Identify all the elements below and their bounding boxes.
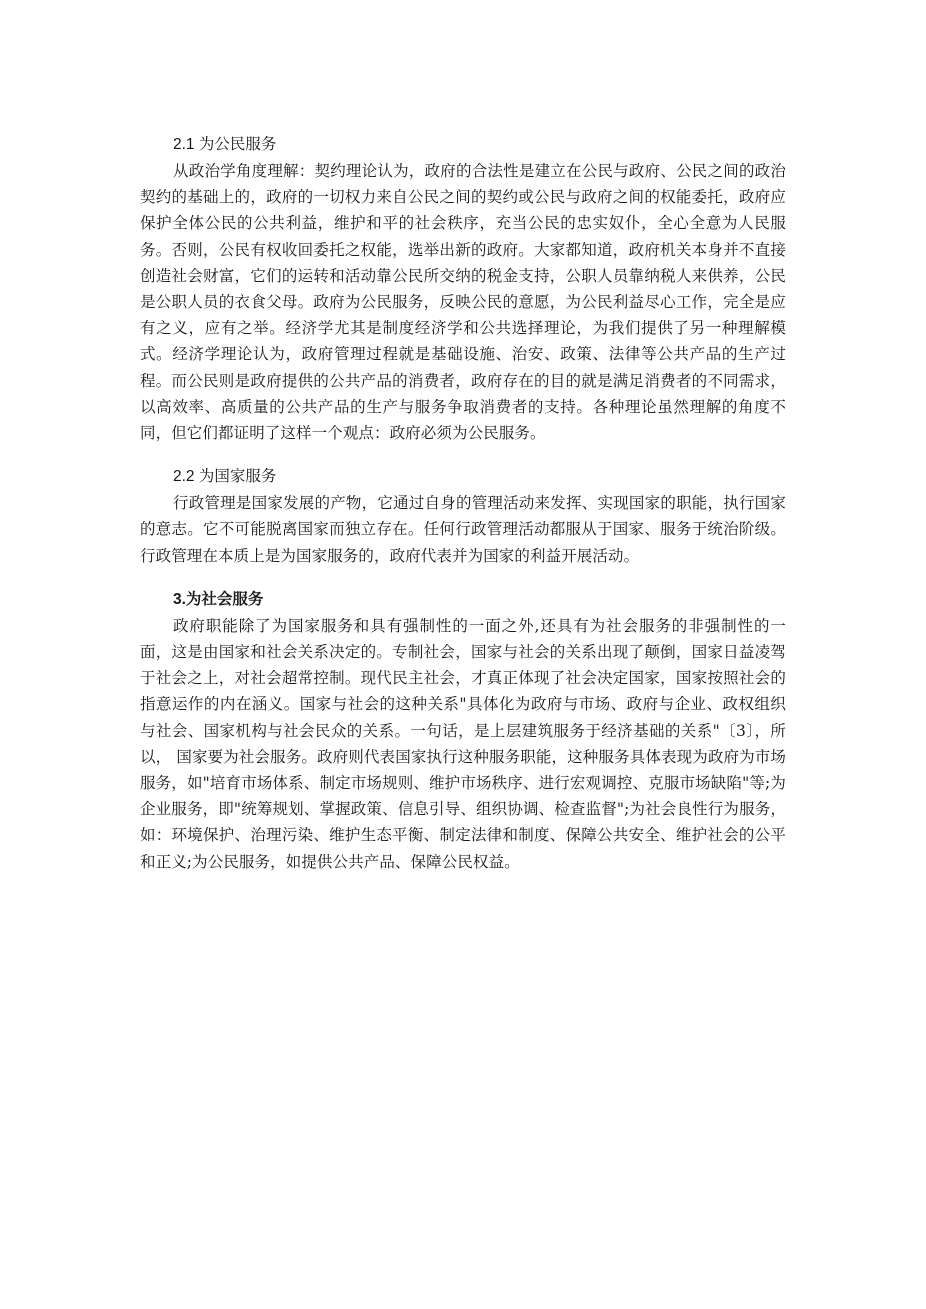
section-serve-state xyxy=(140,464,786,569)
section-heading: 2.1 为公民服务 xyxy=(173,136,277,153)
section-paragraph: 政府职能除了为国家服务和具有强制性的一面之外,还具有为社会服务的非强制性的一面，这是由国家和社会关系决定的。专制社会，国家与社会的关系出现了颠倒，国家日益凌驾于社会之上，对社会超常控制。现代民主社会，才真正体现了社会决定国家，国家按照社会的指意运作的内在涵义。国家与社会的这种关系"具体化为政府与市场、政府与企业、政权组织与社会、国家机构与社会民众的关系。一句话，是上层建筑服务于经济基础的关系"〔3〕，所以， 国家要为社会服务。政府则代表国家执行这种服务职能，这种服务具体表现为政府为市场服务，如"培育市场体系、制定市场规则、维护市场秩序、进行宏观调控、克服市场缺陷"等;为企业服务，即"统筹规划、掌握政策、信息引导、组织协调、检查监督";为社会良性行为服务，如：环境保护、治理污染、维护生态平衡、制定法律和制度、保障公共安全、维护社会的公平和正义;为公民服务，如提供公共产品、保障公民权益。 xyxy=(140,616,786,871)
section-heading: 2.2 为国家服务 xyxy=(173,468,277,486)
section-heading: 3.为社会服务 xyxy=(173,590,264,608)
section-paragraph: 行政管理是国家发展的产物，它通过自身的管理活动来发挥、实现国家的职能，执行国家的意志。它不可能脱离国家而独立存在。任何行政管理活动都服从于国家、服务于统治阶级。行政管理在本质上是为国家服务的，政府代表并为国家的利益开展活动。 xyxy=(140,494,786,565)
section-serve-citizens xyxy=(140,132,786,446)
section-paragraph: 从政治学角度理解：契约理论认为，政府的合法性是建立在公民与政府、公民之间的政治契约的基础上的，政府的一切权力来自公民之间的契约或公民与政府之间的权能委托，政府应保护全体公民的公共利益，维护和平的社会秩序，充当公民的忠实奴仆，全心全意为人民服务。否则，公民有权收回委托之权能，选举出新的政府。大家都知道，政府机关本身并不直接创造社会财富，它们的运转和活动靠公民所交纳的税金支持，公职人员靠纳税人来供养，公民是公职人员的衣食父母。政府为公民服务，反映公民的意愿，为公民利益尽心工作，完全是应有之义，应有之举。经济学尤其是制度经济学和公共选择理论，为我们提供了另一种理解模式。经济学理论认为，政府管理过程就是基础设施、治安、政策、法律等公共产品的生产过程。而公民则是政府提供的公共产品的消费者，政府存在的目的就是满足消费者的不同需求，以高效率、高质量的公共产品的生产与服务争取消费者的支持。各种理论虽然理解的角度不同，但它们都证明了这样一个观点：政府必须为公民服务。 xyxy=(140,162,786,443)
section-serve-society xyxy=(140,587,786,875)
document-body xyxy=(140,132,786,893)
